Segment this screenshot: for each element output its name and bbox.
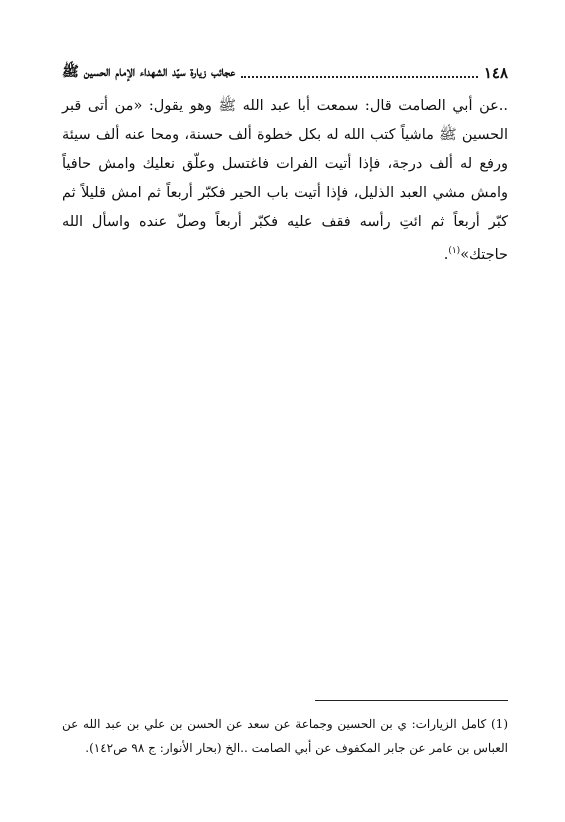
page-number: ١٤٨ <box>483 64 508 82</box>
footnote-text: كامل الزيارات: ي بن الحسين وجماعة عن سعد عن الحسن بن علي بن عبد الله عن العباس بن عامر عن جابر المكفوف عن أبي الصامت ..الخ (بحار الأنوار: ج ٩٨ ص١٤٢). <box>62 717 508 755</box>
running-header <box>62 62 508 84</box>
body-paragraph <box>62 92 508 270</box>
footnote-separator <box>315 700 508 701</box>
header-title: عجائب زيارة سيّد الشهداء الإمام الحسين ﷺ <box>62 64 236 80</box>
paragraph-text: ..عن أبي الصامت قال: سمعت أبا عبد الله ﷺ وهو يقول: «من أتى قبر الحسين ﷺ ماشياً كتب الله له بكل خطوة ألف حسنة، ومحا عنه ألف سيئة ورفع له ألف درجة، فإذا أتيت الفرات فاغتسل وعلّق نعليك وامش حافياً وامش مشي العبد الذليل، فإذا أتيت باب الحير فكبّر أربعاً ثم امش قليلاً ثم كبّر أربعاً ثم ائتِ رأسه فقف عليه فكبّر أربعاً وصلّ عنده واسأل الله حاجتك» <box>62 98 508 263</box>
footnotes <box>62 712 508 760</box>
paragraph-end-mark: . <box>443 246 449 263</box>
footnote-marker: (1) <box>490 717 508 731</box>
footnote-reference[interactable]: (١) <box>448 246 461 256</box>
footnote-item <box>62 712 508 760</box>
header-dotted-leader <box>241 68 478 78</box>
body-text <box>62 92 508 270</box>
